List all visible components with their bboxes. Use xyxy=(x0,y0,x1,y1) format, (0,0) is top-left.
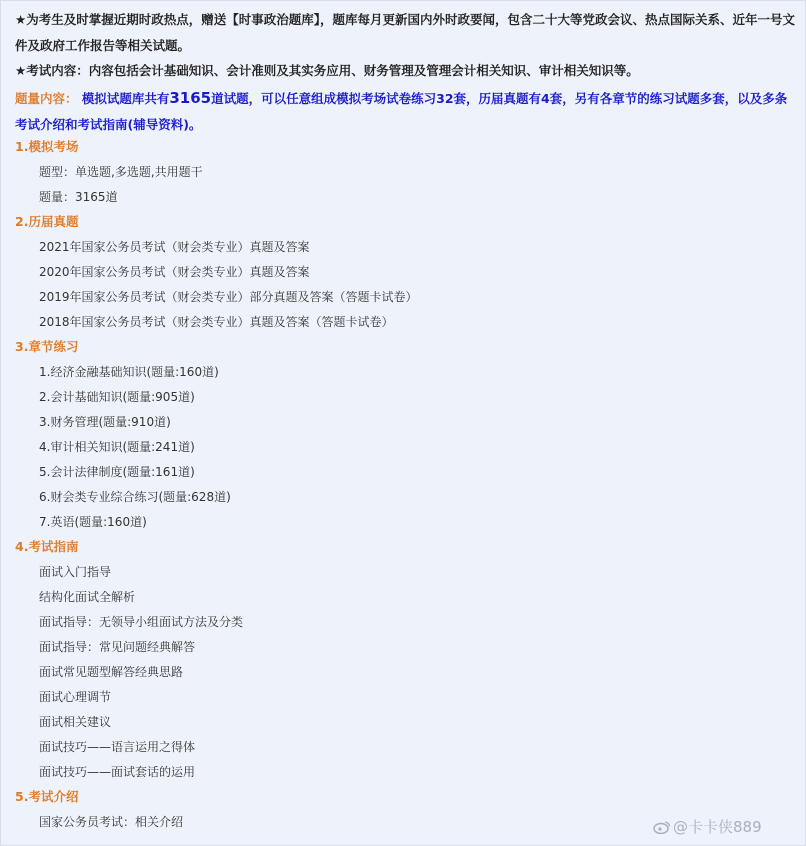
list-item: 4.审计相关知识(题量:241道) xyxy=(39,440,195,454)
section-title-mock-exam: 1.模拟考场 xyxy=(15,139,79,154)
question-volume-pre: 模拟试题库共有 xyxy=(77,91,170,106)
question-volume-note xyxy=(15,85,799,138)
list-item: 2020年国家公务员考试（财会类专业）真题及答案 xyxy=(39,265,310,279)
section-title-exam-intro: 5.考试介绍 xyxy=(15,789,79,804)
list-item: 3.财务管理(题量:910道) xyxy=(39,415,171,429)
question-volume-number: 3165 xyxy=(169,89,212,107)
list-item: 面试指导：无领导小组面试方法及分类 xyxy=(39,615,244,629)
list-item: 6.财会类专业综合练习(题量:628道) xyxy=(39,490,231,504)
list-item: 1.经济金融基础知识(题量:160道) xyxy=(39,365,219,379)
list-item: 面试入门指导 xyxy=(39,565,112,579)
list-item: 2018年国家公务员考试（财会类专业）真题及答案（答题卡试卷） xyxy=(39,315,394,329)
list-item: 7.英语(题量:160道) xyxy=(39,515,147,529)
list-item: 面试技巧——面试套话的运用 xyxy=(39,765,196,779)
list-item: 面试常见题型解答经典思路 xyxy=(39,665,184,679)
section-title-exam-guide: 4.考试指南 xyxy=(15,539,79,554)
list-item: 题量：3165道 xyxy=(39,190,118,204)
list-item: 5.会计法律制度(题量:161道) xyxy=(39,465,195,479)
hot-topics-note: ★为考生及时掌握近期时政热点，赠送【时事政治题库】，题库每月更新国内外时政要闻，包含二十大等党政会议、热点国际关系、近年一号文件及政府工作报告等相关试题。 xyxy=(15,12,795,53)
exam-content-note: ★考试内容：内容包括会计基础知识、会计准则及其实务应用、财务管理及管理会计相关知识、审计相关知识等。 xyxy=(15,63,639,78)
list-item: 面试指导：常见问题经典解答 xyxy=(39,640,196,654)
list-item: 2021年国家公务员考试（财会类专业）真题及答案 xyxy=(39,240,310,254)
section-title-past-papers: 2.历届真题 xyxy=(15,214,79,229)
list-item: 面试心理调节 xyxy=(39,690,112,704)
list-item: 国家公务员考试：相关介绍 xyxy=(39,815,184,829)
question-volume-label: 题量内容： xyxy=(15,91,78,106)
list-item: 结构化面试全解析 xyxy=(39,590,136,604)
list-item: 面试相关建议 xyxy=(39,715,112,729)
section-title-chapter-practice: 3.章节练习 xyxy=(15,339,79,354)
watermark-text: @卡卡侠889 xyxy=(673,818,762,836)
list-item: 面试技巧——语言运用之得体 xyxy=(39,740,196,754)
list-item: 题型：单选题,多选题,共用题干 xyxy=(39,165,203,179)
question-volume-post: 道试题，可以任意组成模拟考场试卷练习32套，历届真题有4套，另有各章节的练习试题多套，以及多条考试介绍和考试指南(辅导资料)。 xyxy=(15,91,788,132)
weibo-logo-icon xyxy=(653,817,671,831)
list-item: 2019年国家公务员考试（财会类专业）部分真题及答案（答题卡试卷） xyxy=(39,290,418,304)
list-item: 2.会计基础知识(题量:905道) xyxy=(39,390,195,404)
watermark xyxy=(653,815,762,839)
